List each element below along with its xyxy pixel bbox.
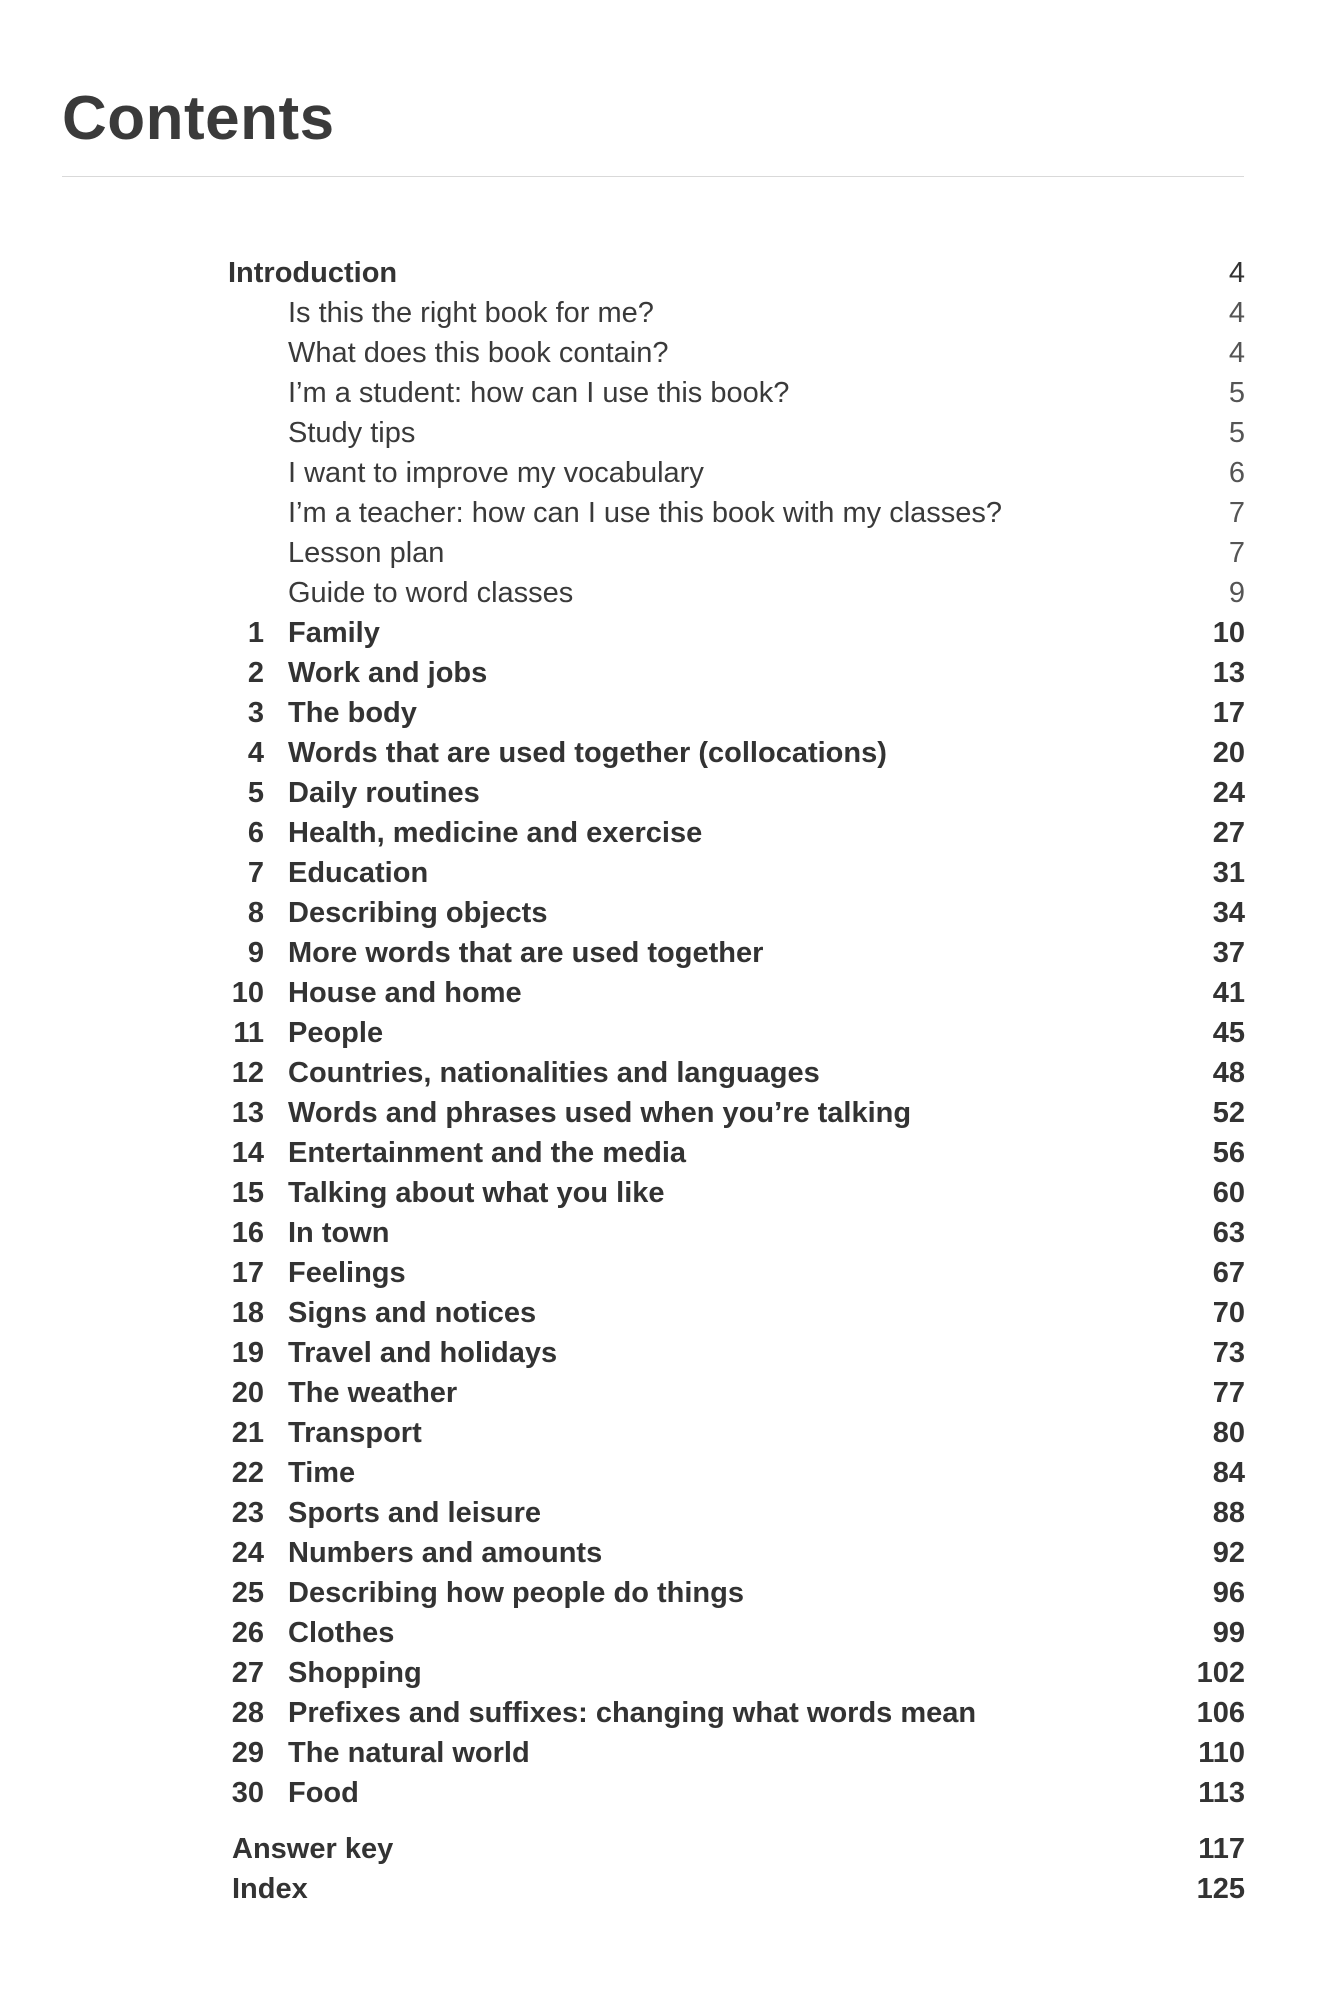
toc-entry-unit[interactable] [228, 1293, 1245, 1333]
table-of-contents [228, 253, 1245, 1909]
toc-entry-label: Education [288, 857, 429, 889]
toc-entry-page: 80 [1212, 1417, 1245, 1449]
toc-entry-label: Answer key [232, 1833, 394, 1865]
unit-number: 23 [231, 1497, 264, 1529]
toc-entry-back-matter[interactable] [228, 1829, 1245, 1869]
toc-entry-page: 110 [1198, 1737, 1245, 1769]
toc-entry-unit[interactable] [228, 733, 1245, 773]
unit-number: 1 [247, 617, 264, 649]
toc-entry-label: Talking about what you like [288, 1177, 665, 1209]
toc-entry-unit[interactable] [228, 1373, 1245, 1413]
toc-entry-unit[interactable] [228, 933, 1245, 973]
toc-entry-page: 102 [1196, 1657, 1245, 1689]
toc-entry-page: 63 [1212, 1217, 1245, 1249]
toc-entry-unit[interactable] [228, 773, 1245, 813]
toc-entry-page: 70 [1212, 1297, 1245, 1329]
toc-entry-label: Study tips [288, 417, 416, 449]
unit-number: 25 [231, 1577, 264, 1609]
toc-entry-label: Family [288, 617, 380, 649]
unit-number: 30 [231, 1777, 264, 1809]
toc-subentry[interactable] [228, 573, 1245, 613]
toc-entry-page: 5 [1228, 417, 1245, 449]
toc-entry-page: 48 [1212, 1057, 1245, 1089]
toc-entry-unit[interactable] [228, 1693, 1245, 1733]
unit-number: 21 [231, 1417, 264, 1449]
toc-entry-label: Is this the right book for me? [288, 297, 654, 329]
unit-number: 18 [231, 1297, 264, 1329]
toc-entry-page: 7 [1228, 537, 1245, 569]
toc-entry-page: 99 [1212, 1617, 1245, 1649]
toc-entry-page: 13 [1212, 657, 1245, 689]
toc-entry-unit[interactable] [228, 1013, 1245, 1053]
unit-number: 7 [247, 857, 264, 889]
toc-entry-page: 92 [1212, 1537, 1245, 1569]
toc-entry-label: What does this book contain? [288, 337, 669, 369]
toc-entry-label: More words that are used together [288, 937, 764, 969]
toc-entry-page: 7 [1228, 497, 1245, 529]
unit-number: 29 [231, 1737, 264, 1769]
toc-entry-unit[interactable] [228, 1213, 1245, 1253]
toc-subentry[interactable] [228, 453, 1245, 493]
toc-entry-label: Words that are used together (collocations) [288, 737, 887, 769]
unit-number: 26 [231, 1617, 264, 1649]
toc-entry-label: Describing objects [288, 897, 548, 929]
toc-entry-page: 106 [1196, 1697, 1245, 1729]
toc-entry-label: Daily routines [288, 777, 480, 809]
toc-entry-unit[interactable] [228, 1613, 1245, 1653]
unit-number: 10 [231, 977, 264, 1009]
toc-entry-unit[interactable] [228, 693, 1245, 733]
toc-entry-label: Health, medicine and exercise [288, 817, 703, 849]
toc-entry-page: 17 [1212, 697, 1245, 729]
toc-entry-label: Food [288, 1777, 359, 1809]
toc-entry-unit[interactable] [228, 1133, 1245, 1173]
toc-entry-label: Index [232, 1873, 308, 1905]
toc-entry-unit[interactable] [228, 613, 1245, 653]
toc-entry-page: 67 [1212, 1257, 1245, 1289]
toc-entry-label: Words and phrases used when you’re talking [288, 1097, 912, 1129]
toc-entry-label: I’m a student: how can I use this book? [288, 377, 790, 409]
toc-entry-label: Countries, nationalities and languages [288, 1057, 820, 1089]
toc-entry-page: 10 [1212, 617, 1245, 649]
toc-entry-page: 20 [1212, 737, 1245, 769]
toc-subentry[interactable] [228, 533, 1245, 573]
title-divider [62, 176, 1244, 177]
toc-entry-unit[interactable] [228, 1173, 1245, 1213]
toc-entry-back-matter[interactable] [228, 1869, 1245, 1909]
toc-entry-unit[interactable] [228, 1053, 1245, 1093]
toc-entry-page: 34 [1212, 897, 1245, 929]
unit-number: 14 [231, 1137, 264, 1169]
unit-number: 15 [231, 1177, 264, 1209]
toc-entry-page: 117 [1198, 1833, 1245, 1865]
unit-number: 11 [233, 1017, 264, 1049]
unit-list [228, 613, 1245, 1813]
toc-entry-page: 41 [1212, 977, 1245, 1009]
toc-entry-page: 60 [1212, 1177, 1245, 1209]
toc-entry-unit[interactable] [228, 1493, 1245, 1533]
toc-entry-unit[interactable] [228, 1253, 1245, 1293]
unit-number: 8 [247, 897, 264, 929]
toc-entry-unit[interactable] [228, 653, 1245, 693]
toc-entry-unit[interactable] [228, 1773, 1245, 1813]
toc-entry-unit[interactable] [228, 893, 1245, 933]
toc-entry-unit[interactable] [228, 1573, 1245, 1613]
toc-entry-label: Travel and holidays [288, 1337, 558, 1369]
toc-entry-page: 4 [1228, 297, 1245, 329]
toc-subentry[interactable] [228, 373, 1245, 413]
toc-entry-label: Work and jobs [288, 657, 488, 689]
toc-entry-page: 56 [1212, 1137, 1245, 1169]
toc-entry-label: Time [288, 1457, 356, 1489]
toc-entry-label: Numbers and amounts [288, 1537, 603, 1569]
toc-entry-label: I want to improve my vocabulary [288, 457, 704, 489]
unit-number: 3 [247, 697, 264, 729]
toc-entry-unit[interactable] [228, 1533, 1245, 1573]
toc-entry-page: 9 [1228, 577, 1245, 609]
toc-entry-label: The weather [288, 1377, 458, 1409]
toc-entry-unit[interactable] [228, 973, 1245, 1013]
page-title: Contents [62, 84, 335, 153]
toc-entry-unit[interactable] [228, 1413, 1245, 1453]
toc-entry-page: 77 [1212, 1377, 1245, 1409]
unit-number: 19 [231, 1337, 264, 1369]
toc-subentry[interactable] [228, 413, 1245, 453]
toc-entry-page: 5 [1228, 377, 1245, 409]
toc-entry-page: 88 [1212, 1497, 1245, 1529]
toc-entry-label: In town [288, 1217, 390, 1249]
unit-number: 12 [231, 1057, 264, 1089]
section-gap [228, 1813, 1245, 1829]
toc-entry-label: The body [288, 697, 417, 729]
toc-entry-unit[interactable] [228, 1653, 1245, 1693]
toc-entry-page: 24 [1212, 777, 1245, 809]
toc-entry-label: People [288, 1017, 384, 1049]
toc-entry-label: I’m a teacher: how can I use this book with my classes? [288, 497, 1003, 529]
toc-entry-label: Transport [288, 1417, 422, 1449]
toc-entry-unit[interactable] [228, 1093, 1245, 1133]
unit-number: 24 [231, 1537, 264, 1569]
toc-entry-label: Signs and notices [288, 1297, 537, 1329]
toc-entry-label: Clothes [288, 1617, 395, 1649]
toc-entry-page: 84 [1212, 1457, 1245, 1489]
toc-entry-label: Entertainment and the media [288, 1137, 687, 1169]
unit-number: 22 [231, 1457, 264, 1489]
introduction-subsections [228, 293, 1245, 613]
unit-number: 6 [247, 817, 264, 849]
toc-entry-unit[interactable] [228, 813, 1245, 853]
toc-entry-unit[interactable] [228, 853, 1245, 893]
toc-entry-page: 45 [1212, 1017, 1245, 1049]
toc-entry-introduction[interactable] [228, 253, 1245, 293]
toc-entry-unit[interactable] [228, 1453, 1245, 1493]
unit-number: 16 [231, 1217, 264, 1249]
toc-entry-label: Lesson plan [288, 537, 445, 569]
toc-entry-label: Feelings [288, 1257, 406, 1289]
unit-number: 5 [247, 777, 264, 809]
toc-entry-label: Sports and leisure [288, 1497, 542, 1529]
unit-number: 2 [247, 657, 264, 689]
toc-entry-label: Guide to word classes [288, 577, 574, 609]
toc-entry-page: 96 [1212, 1577, 1245, 1609]
toc-subentry[interactable] [228, 333, 1245, 373]
toc-entry-page: 125 [1196, 1873, 1245, 1905]
toc-subentry[interactable] [228, 493, 1245, 533]
toc-entry-page: 4 [1228, 257, 1245, 289]
toc-entry-page: 73 [1212, 1337, 1245, 1369]
unit-number: 13 [231, 1097, 264, 1129]
toc-entry-label: Introduction [228, 257, 398, 289]
toc-entry-unit[interactable] [228, 1333, 1245, 1373]
toc-entry-label: The natural world [288, 1737, 530, 1769]
toc-entry-page: 4 [1228, 337, 1245, 369]
toc-entry-page: 27 [1212, 817, 1245, 849]
toc-entry-page: 31 [1212, 857, 1245, 889]
toc-entry-label: Shopping [288, 1657, 422, 1689]
toc-entry-label: Prefixes and suffixes: changing what words mean [288, 1697, 977, 1729]
toc-entry-page: 113 [1198, 1777, 1245, 1809]
toc-entry-label: House and home [288, 977, 522, 1009]
unit-number: 20 [231, 1377, 264, 1409]
unit-number: 28 [231, 1697, 264, 1729]
toc-entry-label: Describing how people do things [288, 1577, 744, 1609]
toc-entry-page: 52 [1212, 1097, 1245, 1129]
back-matter-list [228, 1829, 1245, 1909]
unit-number: 9 [247, 937, 264, 969]
toc-entry-page: 6 [1228, 457, 1245, 489]
unit-number: 27 [231, 1657, 264, 1689]
unit-number: 17 [231, 1257, 264, 1289]
toc-entry-page: 37 [1212, 937, 1245, 969]
toc-entry-unit[interactable] [228, 1733, 1245, 1773]
unit-number: 4 [247, 737, 264, 769]
toc-subentry[interactable] [228, 293, 1245, 333]
